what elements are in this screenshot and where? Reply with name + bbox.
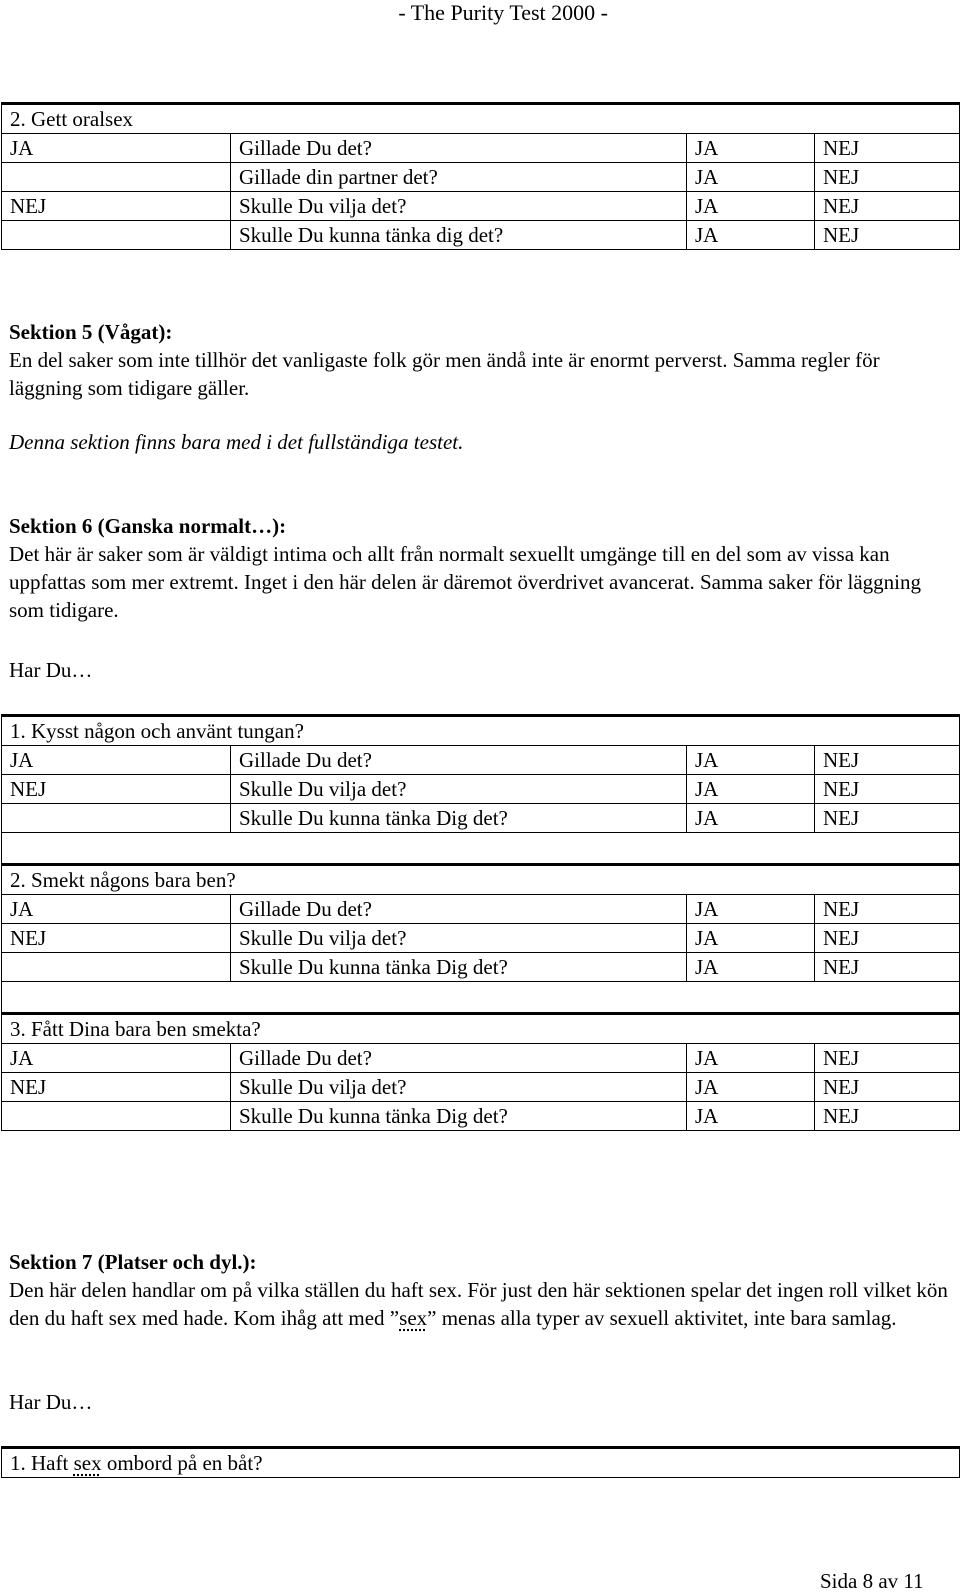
answer-ja[interactable]: JA — [687, 924, 815, 953]
blank-row — [2, 72, 960, 104]
answer-left[interactable]: JA — [2, 895, 231, 924]
answer-nej[interactable]: NEJ — [815, 1044, 960, 1073]
answer-nej[interactable]: NEJ — [815, 221, 960, 250]
row-label: Skulle Du vilja det? — [231, 1073, 687, 1102]
row-label: Gillade Du det? — [231, 134, 687, 163]
section7-q1-part2: ombord på en båt? — [101, 1451, 263, 1475]
answer-left[interactable]: NEJ — [2, 192, 231, 221]
answer-left[interactable] — [2, 804, 231, 833]
row-label: Gillade Du det? — [231, 746, 687, 775]
answer-ja[interactable]: JA — [687, 1102, 815, 1131]
section5-heading: Sektion 5 (Vågat): — [9, 320, 173, 344]
section7-body-sex: sex — [399, 1306, 428, 1330]
page-number: Sida 8 av 11 — [820, 1569, 924, 1593]
question-text: 1. Kysst någon och använt tungan? — [2, 716, 960, 746]
answer-left[interactable]: NEJ — [2, 1073, 231, 1102]
section7-body-part1: Den här delen handlar om på vilka ställen du haft sex. För just den här sektionen spelar det ingen roll vilket kön den du haft sex med hade. Kom ihåg att med ” — [9, 1278, 948, 1330]
answer-nej[interactable]: NEJ — [815, 804, 960, 833]
answer-left[interactable] — [2, 1102, 231, 1131]
answer-ja[interactable]: JA — [687, 775, 815, 804]
answer-nej[interactable]: NEJ — [815, 953, 960, 982]
section5-body: En del saker som inte tillhör det vanligaste folk gör men ändå inte är enormt perverst. Samma regler för läggning som tidigare gäller. — [9, 348, 880, 400]
row-label: Gillade Du det? — [231, 895, 687, 924]
row-label: Gillade Du det? — [231, 1044, 687, 1073]
blank-row — [2, 982, 960, 1014]
answer-nej[interactable]: NEJ — [815, 775, 960, 804]
section7-q1-part1: 1. Haft — [10, 1451, 74, 1475]
answer-nej[interactable]: NEJ — [815, 1073, 960, 1102]
answer-ja[interactable]: JA — [687, 953, 815, 982]
answer-nej[interactable]: NEJ — [815, 924, 960, 953]
row-label: Skulle Du kunna tänka dig det? — [231, 221, 687, 250]
question-text: 3. Fått Dina bara ben smekta? — [2, 1014, 960, 1044]
answer-nej[interactable]: NEJ — [815, 192, 960, 221]
row-label: Skulle Du kunna tänka Dig det? — [231, 804, 687, 833]
answer-nej[interactable]: NEJ — [815, 1102, 960, 1131]
question-text: 2. Gett oralsex — [2, 104, 960, 134]
answer-nej[interactable]: NEJ — [815, 895, 960, 924]
section7-heading: Sektion 7 (Platser och dyl.): — [9, 1250, 257, 1274]
question-text: 2. Smekt någons bara ben? — [2, 865, 960, 895]
section5-note: Denna sektion finns bara med i det fullständiga testet. — [9, 430, 464, 454]
section7-q1-sex: sex — [73, 1451, 102, 1475]
answer-left[interactable] — [2, 163, 231, 192]
row-label: Gillade din partner det? — [231, 163, 687, 192]
answer-ja[interactable]: JA — [687, 163, 815, 192]
answer-nej[interactable]: NEJ — [815, 163, 960, 192]
answer-left[interactable]: JA — [2, 134, 231, 163]
answer-left[interactable] — [2, 953, 231, 982]
question-table-section6 — [1, 714, 960, 1131]
answer-ja[interactable]: JA — [687, 1073, 815, 1102]
document-title: - The Purity Test 2000 - — [398, 0, 608, 25]
section6-body: Det här är saker som är väldigt intima och allt från normalt sexuellt umgänge till en del som av vissa kan uppfattas som mer extremt. Inget i den här delen är däremot överdrivet avancerat. Samma saker för läggning som tidigare. — [9, 542, 921, 622]
section6-prompt: Har Du… — [9, 658, 93, 682]
row-label: Skulle Du kunna tänka Dig det? — [231, 1102, 687, 1131]
blank-row — [2, 833, 960, 865]
section6-heading: Sektion 6 (Ganska normalt…): — [9, 514, 287, 538]
answer-ja[interactable]: JA — [687, 221, 815, 250]
answer-left[interactable]: JA — [2, 1044, 231, 1073]
answer-nej[interactable]: NEJ — [815, 746, 960, 775]
section7-prompt: Har Du… — [9, 1390, 93, 1414]
answer-ja[interactable]: JA — [687, 804, 815, 833]
question-table-section7 — [1, 1446, 960, 1478]
answer-left[interactable]: NEJ — [2, 775, 231, 804]
answer-left[interactable]: NEJ — [2, 924, 231, 953]
page-header — [0, 0, 960, 30]
answer-ja[interactable]: JA — [687, 746, 815, 775]
answer-ja[interactable]: JA — [687, 895, 815, 924]
section7-body — [9, 1276, 949, 1332]
row-label: Skulle Du vilja det? — [231, 775, 687, 804]
row-label: Skulle Du kunna tänka Dig det? — [231, 953, 687, 982]
answer-nej[interactable]: NEJ — [815, 134, 960, 163]
question-table-oralsex — [1, 72, 960, 250]
section7-body-part2: ” menas alla typer av sexuell aktivitet, inte bara samlag. — [427, 1306, 897, 1330]
answer-left[interactable] — [2, 221, 231, 250]
row-label: Skulle Du vilja det? — [231, 924, 687, 953]
row-label: Skulle Du vilja det? — [231, 192, 687, 221]
answer-ja[interactable]: JA — [687, 134, 815, 163]
answer-ja[interactable]: JA — [687, 192, 815, 221]
question-text — [2, 1448, 960, 1478]
answer-ja[interactable]: JA — [687, 1044, 815, 1073]
answer-left[interactable]: JA — [2, 746, 231, 775]
